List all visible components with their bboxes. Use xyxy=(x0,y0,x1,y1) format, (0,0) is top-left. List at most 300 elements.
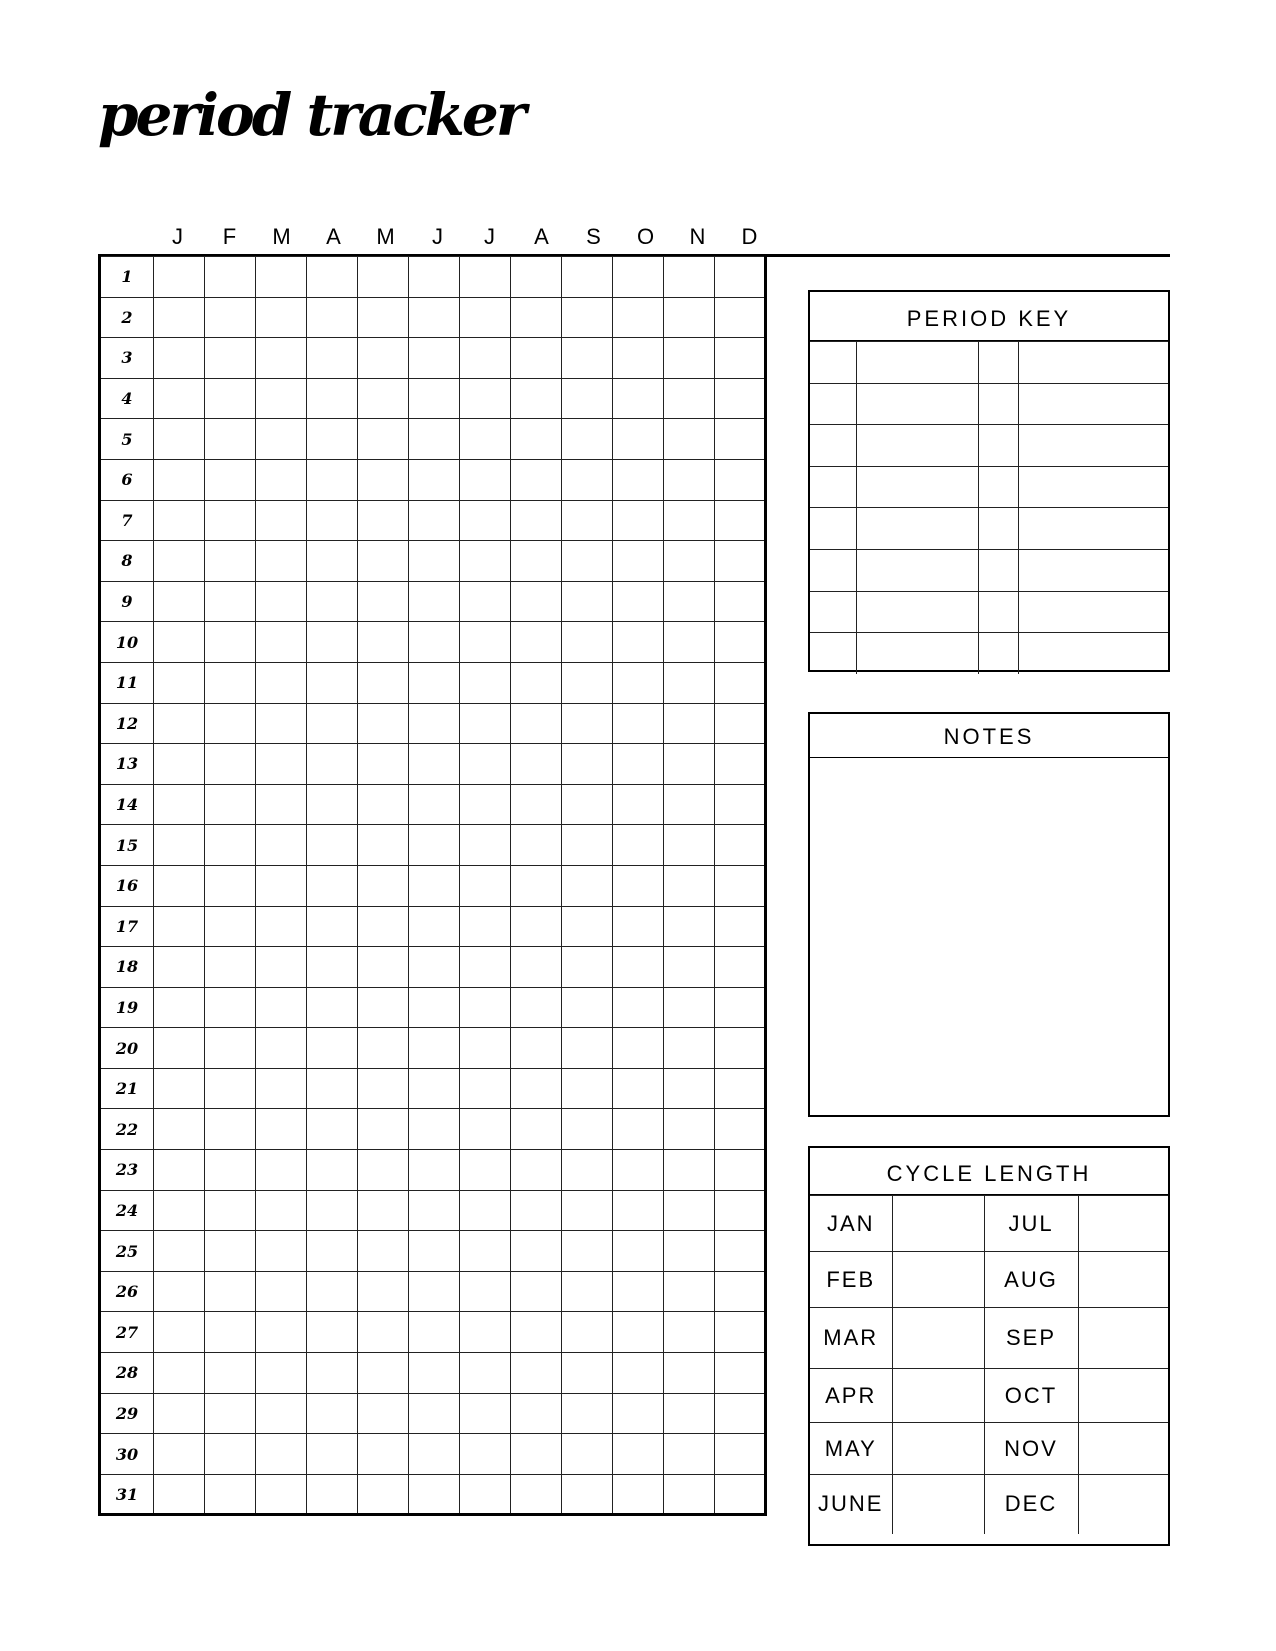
key-label[interactable] xyxy=(1018,591,1168,633)
day-cell[interactable] xyxy=(205,947,256,988)
key-label[interactable] xyxy=(1018,383,1168,425)
key-swatch[interactable] xyxy=(978,508,1018,550)
day-cell[interactable] xyxy=(511,744,562,785)
day-cell[interactable] xyxy=(460,947,511,988)
day-cell[interactable] xyxy=(562,1190,613,1231)
day-cell[interactable] xyxy=(613,1109,664,1150)
day-cell[interactable] xyxy=(154,541,205,582)
day-cell[interactable] xyxy=(205,825,256,866)
day-cell[interactable] xyxy=(715,1271,766,1312)
day-cell[interactable] xyxy=(205,581,256,622)
cycle-value-field[interactable] xyxy=(892,1196,984,1252)
day-cell[interactable] xyxy=(256,1231,307,1272)
key-swatch[interactable] xyxy=(810,549,856,591)
day-cell[interactable] xyxy=(409,987,460,1028)
day-cell[interactable] xyxy=(664,338,715,379)
day-cell[interactable] xyxy=(307,297,358,338)
day-cell[interactable] xyxy=(154,419,205,460)
day-cell[interactable] xyxy=(460,1474,511,1515)
day-cell[interactable] xyxy=(409,419,460,460)
key-swatch[interactable] xyxy=(978,342,1018,384)
day-cell[interactable] xyxy=(613,419,664,460)
key-label[interactable] xyxy=(856,508,978,550)
day-cell[interactable] xyxy=(256,500,307,541)
day-cell[interactable] xyxy=(307,1109,358,1150)
day-cell[interactable] xyxy=(307,662,358,703)
day-cell[interactable] xyxy=(256,1150,307,1191)
day-cell[interactable] xyxy=(664,1231,715,1272)
key-swatch[interactable] xyxy=(810,466,856,508)
key-label[interactable] xyxy=(856,425,978,467)
day-cell[interactable] xyxy=(154,1028,205,1069)
day-cell[interactable] xyxy=(664,1393,715,1434)
day-cell[interactable] xyxy=(613,541,664,582)
day-cell[interactable] xyxy=(256,1312,307,1353)
day-cell[interactable] xyxy=(511,1393,562,1434)
day-cell[interactable] xyxy=(256,338,307,379)
key-swatch[interactable] xyxy=(810,591,856,633)
key-swatch[interactable] xyxy=(978,383,1018,425)
key-label[interactable] xyxy=(856,383,978,425)
day-cell[interactable] xyxy=(613,1312,664,1353)
day-cell[interactable] xyxy=(409,744,460,785)
day-cell[interactable] xyxy=(664,1150,715,1191)
day-cell[interactable] xyxy=(715,1231,766,1272)
day-cell[interactable] xyxy=(256,622,307,663)
day-cell[interactable] xyxy=(715,865,766,906)
day-cell[interactable] xyxy=(154,784,205,825)
day-cell[interactable] xyxy=(562,662,613,703)
day-cell[interactable] xyxy=(715,1150,766,1191)
day-cell[interactable] xyxy=(256,1190,307,1231)
cycle-value-field[interactable] xyxy=(1078,1423,1168,1475)
day-cell[interactable] xyxy=(664,257,715,298)
day-cell[interactable] xyxy=(205,622,256,663)
day-cell[interactable] xyxy=(205,459,256,500)
day-cell[interactable] xyxy=(562,784,613,825)
day-cell[interactable] xyxy=(307,1068,358,1109)
day-cell[interactable] xyxy=(358,378,409,419)
day-cell[interactable] xyxy=(562,622,613,663)
day-cell[interactable] xyxy=(562,297,613,338)
day-cell[interactable] xyxy=(205,744,256,785)
day-cell[interactable] xyxy=(154,622,205,663)
day-cell[interactable] xyxy=(307,419,358,460)
day-cell[interactable] xyxy=(409,500,460,541)
day-cell[interactable] xyxy=(562,1068,613,1109)
day-cell[interactable] xyxy=(307,1393,358,1434)
day-cell[interactable] xyxy=(358,1068,409,1109)
day-cell[interactable] xyxy=(409,257,460,298)
day-cell[interactable] xyxy=(205,500,256,541)
day-cell[interactable] xyxy=(613,500,664,541)
day-cell[interactable] xyxy=(358,1474,409,1515)
day-cell[interactable] xyxy=(460,1150,511,1191)
cycle-value-field[interactable] xyxy=(892,1308,984,1369)
day-cell[interactable] xyxy=(460,338,511,379)
cycle-value-field[interactable] xyxy=(1078,1369,1168,1423)
day-cell[interactable] xyxy=(613,581,664,622)
day-cell[interactable] xyxy=(256,703,307,744)
day-cell[interactable] xyxy=(511,297,562,338)
day-cell[interactable] xyxy=(715,459,766,500)
day-cell[interactable] xyxy=(307,703,358,744)
day-cell[interactable] xyxy=(715,744,766,785)
day-cell[interactable] xyxy=(715,825,766,866)
day-cell[interactable] xyxy=(409,378,460,419)
day-cell[interactable] xyxy=(562,1028,613,1069)
day-cell[interactable] xyxy=(613,703,664,744)
day-cell[interactable] xyxy=(511,906,562,947)
day-cell[interactable] xyxy=(154,1271,205,1312)
day-cell[interactable] xyxy=(562,1231,613,1272)
day-cell[interactable] xyxy=(256,1068,307,1109)
day-cell[interactable] xyxy=(562,257,613,298)
day-cell[interactable] xyxy=(307,459,358,500)
day-cell[interactable] xyxy=(511,1028,562,1069)
day-cell[interactable] xyxy=(715,1434,766,1475)
day-cell[interactable] xyxy=(307,541,358,582)
day-cell[interactable] xyxy=(562,581,613,622)
day-cell[interactable] xyxy=(715,906,766,947)
day-cell[interactable] xyxy=(562,987,613,1028)
day-cell[interactable] xyxy=(358,338,409,379)
day-cell[interactable] xyxy=(358,622,409,663)
day-cell[interactable] xyxy=(154,1190,205,1231)
day-cell[interactable] xyxy=(562,1474,613,1515)
day-cell[interactable] xyxy=(664,987,715,1028)
day-cell[interactable] xyxy=(664,1190,715,1231)
day-cell[interactable] xyxy=(664,1312,715,1353)
day-cell[interactable] xyxy=(613,744,664,785)
key-swatch[interactable] xyxy=(810,342,856,384)
day-cell[interactable] xyxy=(409,1190,460,1231)
day-cell[interactable] xyxy=(613,947,664,988)
day-cell[interactable] xyxy=(511,865,562,906)
day-cell[interactable] xyxy=(358,825,409,866)
day-cell[interactable] xyxy=(613,987,664,1028)
day-cell[interactable] xyxy=(613,297,664,338)
day-cell[interactable] xyxy=(664,1068,715,1109)
day-cell[interactable] xyxy=(307,1312,358,1353)
day-cell[interactable] xyxy=(358,541,409,582)
day-cell[interactable] xyxy=(511,1474,562,1515)
day-cell[interactable] xyxy=(562,825,613,866)
day-cell[interactable] xyxy=(205,1312,256,1353)
day-cell[interactable] xyxy=(205,662,256,703)
day-cell[interactable] xyxy=(715,1109,766,1150)
day-cell[interactable] xyxy=(664,541,715,582)
day-cell[interactable] xyxy=(205,297,256,338)
day-cell[interactable] xyxy=(256,257,307,298)
day-cell[interactable] xyxy=(256,947,307,988)
key-swatch[interactable] xyxy=(978,425,1018,467)
day-cell[interactable] xyxy=(358,1312,409,1353)
day-cell[interactable] xyxy=(409,338,460,379)
day-cell[interactable] xyxy=(511,500,562,541)
day-cell[interactable] xyxy=(358,419,409,460)
day-cell[interactable] xyxy=(664,1028,715,1069)
day-cell[interactable] xyxy=(613,1068,664,1109)
day-cell[interactable] xyxy=(715,1393,766,1434)
day-cell[interactable] xyxy=(358,906,409,947)
day-cell[interactable] xyxy=(460,1190,511,1231)
day-cell[interactable] xyxy=(307,865,358,906)
day-cell[interactable] xyxy=(664,1109,715,1150)
day-cell[interactable] xyxy=(154,1474,205,1515)
day-cell[interactable] xyxy=(613,825,664,866)
day-cell[interactable] xyxy=(358,662,409,703)
day-cell[interactable] xyxy=(256,1393,307,1434)
day-cell[interactable] xyxy=(460,825,511,866)
day-cell[interactable] xyxy=(511,1231,562,1272)
day-cell[interactable] xyxy=(664,1434,715,1475)
day-cell[interactable] xyxy=(154,1109,205,1150)
day-cell[interactable] xyxy=(409,865,460,906)
key-swatch[interactable] xyxy=(810,383,856,425)
day-cell[interactable] xyxy=(562,419,613,460)
key-label[interactable] xyxy=(1018,508,1168,550)
day-cell[interactable] xyxy=(562,947,613,988)
cycle-value-field[interactable] xyxy=(1078,1196,1168,1252)
day-cell[interactable] xyxy=(460,257,511,298)
day-cell[interactable] xyxy=(562,1109,613,1150)
day-cell[interactable] xyxy=(205,1190,256,1231)
day-cell[interactable] xyxy=(664,744,715,785)
day-cell[interactable] xyxy=(460,1271,511,1312)
day-cell[interactable] xyxy=(562,338,613,379)
day-cell[interactable] xyxy=(205,1353,256,1394)
day-cell[interactable] xyxy=(511,541,562,582)
key-label[interactable] xyxy=(1018,633,1168,675)
key-label[interactable] xyxy=(1018,425,1168,467)
day-cell[interactable] xyxy=(715,500,766,541)
day-cell[interactable] xyxy=(205,1434,256,1475)
day-cell[interactable] xyxy=(154,378,205,419)
day-cell[interactable] xyxy=(409,906,460,947)
day-cell[interactable] xyxy=(664,297,715,338)
day-cell[interactable] xyxy=(154,257,205,298)
day-cell[interactable] xyxy=(256,1109,307,1150)
day-cell[interactable] xyxy=(307,1271,358,1312)
day-cell[interactable] xyxy=(307,500,358,541)
day-cell[interactable] xyxy=(256,297,307,338)
day-cell[interactable] xyxy=(205,865,256,906)
day-cell[interactable] xyxy=(409,1312,460,1353)
day-cell[interactable] xyxy=(256,581,307,622)
day-cell[interactable] xyxy=(562,1434,613,1475)
day-cell[interactable] xyxy=(511,987,562,1028)
day-cell[interactable] xyxy=(664,1474,715,1515)
day-cell[interactable] xyxy=(205,1028,256,1069)
day-cell[interactable] xyxy=(358,865,409,906)
day-cell[interactable] xyxy=(460,581,511,622)
key-label[interactable] xyxy=(1018,342,1168,384)
day-cell[interactable] xyxy=(460,1353,511,1394)
day-cell[interactable] xyxy=(358,1231,409,1272)
day-cell[interactable] xyxy=(460,459,511,500)
day-cell[interactable] xyxy=(409,1353,460,1394)
day-cell[interactable] xyxy=(154,947,205,988)
day-cell[interactable] xyxy=(460,1109,511,1150)
day-cell[interactable] xyxy=(256,541,307,582)
day-cell[interactable] xyxy=(664,419,715,460)
day-cell[interactable] xyxy=(511,581,562,622)
day-cell[interactable] xyxy=(511,257,562,298)
day-cell[interactable] xyxy=(715,257,766,298)
day-cell[interactable] xyxy=(613,1190,664,1231)
day-cell[interactable] xyxy=(154,500,205,541)
day-cell[interactable] xyxy=(715,784,766,825)
day-cell[interactable] xyxy=(409,1271,460,1312)
day-cell[interactable] xyxy=(613,257,664,298)
day-cell[interactable] xyxy=(154,1312,205,1353)
day-cell[interactable] xyxy=(256,865,307,906)
day-cell[interactable] xyxy=(613,378,664,419)
day-cell[interactable] xyxy=(562,1312,613,1353)
day-cell[interactable] xyxy=(307,622,358,663)
day-cell[interactable] xyxy=(154,297,205,338)
day-cell[interactable] xyxy=(715,662,766,703)
day-cell[interactable] xyxy=(409,703,460,744)
day-cell[interactable] xyxy=(205,257,256,298)
day-cell[interactable] xyxy=(205,1150,256,1191)
day-cell[interactable] xyxy=(613,1150,664,1191)
day-cell[interactable] xyxy=(256,784,307,825)
day-cell[interactable] xyxy=(562,1393,613,1434)
day-cell[interactable] xyxy=(613,662,664,703)
day-cell[interactable] xyxy=(511,1190,562,1231)
day-cell[interactable] xyxy=(511,1068,562,1109)
day-cell[interactable] xyxy=(460,500,511,541)
day-cell[interactable] xyxy=(154,865,205,906)
key-label[interactable] xyxy=(1018,466,1168,508)
day-cell[interactable] xyxy=(613,1353,664,1394)
day-cell[interactable] xyxy=(256,1434,307,1475)
day-cell[interactable] xyxy=(715,1028,766,1069)
day-cell[interactable] xyxy=(715,622,766,663)
day-cell[interactable] xyxy=(409,581,460,622)
day-cell[interactable] xyxy=(715,541,766,582)
day-cell[interactable] xyxy=(358,297,409,338)
day-cell[interactable] xyxy=(715,1474,766,1515)
key-swatch[interactable] xyxy=(810,633,856,675)
day-cell[interactable] xyxy=(409,459,460,500)
day-cell[interactable] xyxy=(205,1231,256,1272)
day-cell[interactable] xyxy=(562,703,613,744)
day-cell[interactable] xyxy=(715,419,766,460)
day-cell[interactable] xyxy=(307,947,358,988)
day-cell[interactable] xyxy=(511,1353,562,1394)
day-cell[interactable] xyxy=(358,257,409,298)
day-cell[interactable] xyxy=(460,744,511,785)
day-cell[interactable] xyxy=(307,1434,358,1475)
day-cell[interactable] xyxy=(460,865,511,906)
day-cell[interactable] xyxy=(664,459,715,500)
day-cell[interactable] xyxy=(154,906,205,947)
key-swatch[interactable] xyxy=(978,633,1018,675)
day-cell[interactable] xyxy=(256,825,307,866)
day-cell[interactable] xyxy=(664,1353,715,1394)
day-cell[interactable] xyxy=(358,1150,409,1191)
day-cell[interactable] xyxy=(409,784,460,825)
day-cell[interactable] xyxy=(256,1474,307,1515)
day-cell[interactable] xyxy=(511,1312,562,1353)
day-cell[interactable] xyxy=(154,825,205,866)
day-cell[interactable] xyxy=(613,338,664,379)
cycle-value-field[interactable] xyxy=(1078,1475,1168,1534)
day-cell[interactable] xyxy=(307,581,358,622)
day-cell[interactable] xyxy=(511,419,562,460)
day-cell[interactable] xyxy=(256,1271,307,1312)
day-cell[interactable] xyxy=(511,338,562,379)
key-label[interactable] xyxy=(856,549,978,591)
cycle-value-field[interactable] xyxy=(1078,1308,1168,1369)
day-cell[interactable] xyxy=(511,784,562,825)
day-cell[interactable] xyxy=(409,1150,460,1191)
day-cell[interactable] xyxy=(460,1068,511,1109)
key-label[interactable] xyxy=(856,591,978,633)
key-swatch[interactable] xyxy=(810,425,856,467)
day-cell[interactable] xyxy=(460,1312,511,1353)
day-cell[interactable] xyxy=(307,1231,358,1272)
day-cell[interactable] xyxy=(256,987,307,1028)
day-cell[interactable] xyxy=(460,622,511,663)
day-cell[interactable] xyxy=(664,865,715,906)
day-cell[interactable] xyxy=(154,338,205,379)
day-cell[interactable] xyxy=(715,947,766,988)
day-cell[interactable] xyxy=(715,581,766,622)
day-cell[interactable] xyxy=(511,825,562,866)
day-cell[interactable] xyxy=(358,581,409,622)
day-cell[interactable] xyxy=(562,1353,613,1394)
day-cell[interactable] xyxy=(460,378,511,419)
day-cell[interactable] xyxy=(409,622,460,663)
day-cell[interactable] xyxy=(358,1353,409,1394)
day-cell[interactable] xyxy=(511,622,562,663)
day-cell[interactable] xyxy=(715,1190,766,1231)
day-cell[interactable] xyxy=(613,1393,664,1434)
day-cell[interactable] xyxy=(460,297,511,338)
day-cell[interactable] xyxy=(511,703,562,744)
cycle-value-field[interactable] xyxy=(1078,1252,1168,1308)
day-cell[interactable] xyxy=(205,784,256,825)
day-cell[interactable] xyxy=(613,1231,664,1272)
day-cell[interactable] xyxy=(154,744,205,785)
day-cell[interactable] xyxy=(409,947,460,988)
day-cell[interactable] xyxy=(409,297,460,338)
day-cell[interactable] xyxy=(460,419,511,460)
day-cell[interactable] xyxy=(307,378,358,419)
day-cell[interactable] xyxy=(409,1109,460,1150)
day-cell[interactable] xyxy=(409,1393,460,1434)
day-cell[interactable] xyxy=(205,541,256,582)
day-cell[interactable] xyxy=(460,662,511,703)
day-cell[interactable] xyxy=(307,906,358,947)
day-cell[interactable] xyxy=(511,1150,562,1191)
day-cell[interactable] xyxy=(154,1353,205,1394)
day-cell[interactable] xyxy=(664,581,715,622)
day-cell[interactable] xyxy=(460,1434,511,1475)
day-cell[interactable] xyxy=(154,581,205,622)
day-cell[interactable] xyxy=(154,703,205,744)
day-cell[interactable] xyxy=(307,1028,358,1069)
key-swatch[interactable] xyxy=(978,591,1018,633)
day-cell[interactable] xyxy=(460,541,511,582)
day-cell[interactable] xyxy=(562,744,613,785)
key-swatch[interactable] xyxy=(810,508,856,550)
day-cell[interactable] xyxy=(358,744,409,785)
